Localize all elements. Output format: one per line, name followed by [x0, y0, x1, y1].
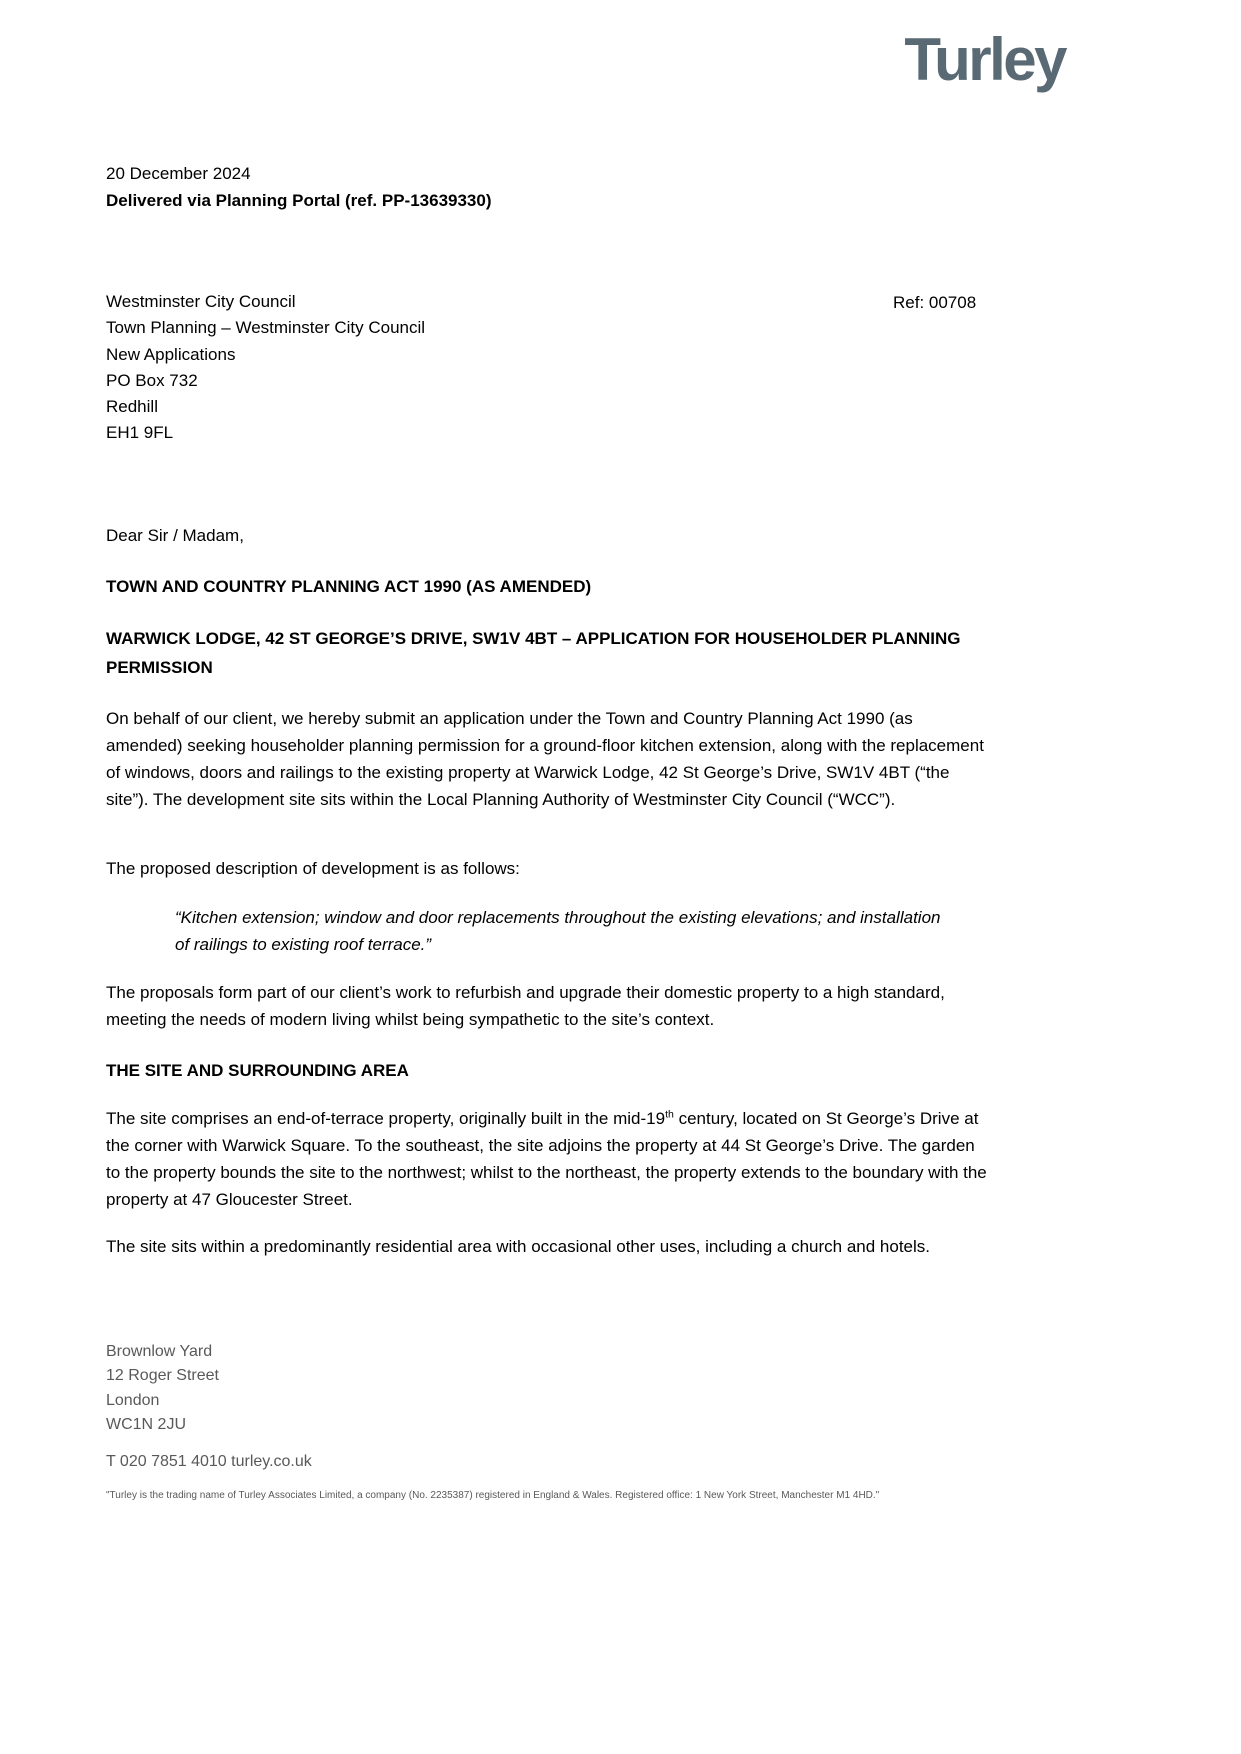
- sender-address-line: 12 Roger Street: [106, 1367, 219, 1385]
- letter-date: 20 December 2024: [106, 164, 251, 183]
- site-desc-before: The site comprises an end-of-terrace property, originally built in the mid-19: [106, 1109, 666, 1128]
- date-block: [106, 160, 492, 214]
- recipient-line: New Applications: [106, 344, 236, 364]
- para-proposals: The proposals form part of our client’s work to refurbish and upgrade their domestic property to a high standard, meeting the needs of modern living whilst being sympathetic to the site’s context.: [106, 983, 945, 1029]
- ordinal-suffix: th: [665, 1108, 674, 1121]
- salutation: Dear Sir / Madam,: [106, 526, 244, 545]
- heading-planning-act: TOWN AND COUNTRY PLANNING ACT 1990 (AS AMENDED): [106, 577, 592, 596]
- para-description-intro: The proposed description of development is as follows:: [106, 859, 520, 878]
- heading-application: WARWICK LODGE, 42 ST GEORGE’S DRIVE, SW1V 4BT – APPLICATION FOR HOUSEHOLDER PLANNING PERMISSION: [106, 629, 961, 677]
- sender-address-line: Brownlow Yard: [106, 1343, 213, 1360]
- sender-address-line: WC1N 2JU: [106, 1415, 187, 1433]
- recipient-line: Town Planning – Westminster City Council: [106, 318, 426, 338]
- disclaimer-text: "Turley is the trading name of Turley Associates Limited, a company (No. 2235387) registered in England & Wales. Registered office: 1 New York Street, Manchester M1 4HD.": [106, 1490, 880, 1501]
- recipient-line: Redhill: [106, 397, 158, 417]
- reference-number: Ref: 00708: [893, 293, 977, 312]
- sender-address-line: London: [106, 1391, 160, 1409]
- development-description-quote: “Kitchen extension; window and door replacements throughout the existing elevations; and installation of railings to existing roof terrace.”: [175, 908, 941, 954]
- recipient-address: [106, 289, 425, 447]
- turley-logo: Turley: [904, 26, 1065, 93]
- recipient-line: Westminster City Council: [106, 292, 296, 311]
- recipient-line: PO Box 732: [106, 370, 198, 390]
- recipient-line: EH1 9FL: [106, 423, 174, 443]
- para-application: On behalf of our client, we hereby submit an application under the Town and Country Planning Act 1990 (as amended) seeking householder planning permission for a ground-floor kitchen extension, along with the replacement of windows, doors and railings to the existing property at Warwick Lodge, 42 St George’s Drive, SW1V 4BT (“the site”). The development site sits within the Local Planning Authority of Westminster City Council (“WCC”).: [106, 709, 984, 809]
- heading-site-area: THE SITE AND SURROUNDING AREA: [106, 1061, 409, 1080]
- para-site-description: [106, 1105, 990, 1213]
- site-desc-after: century, located on St George’s Drive at the corner with Warwick Square. To the southeast, the site adjoins the property at 44 St George’s Drive. The garden to the property bounds the site to the northwest; whilst to the northeast, the property extends to the boundary with the property at 47 Gloucester Street.: [106, 1109, 987, 1209]
- para-site-context: The site sits within a predominantly residential area with occasional other uses, including a church and hotels.: [106, 1237, 931, 1256]
- contact-line: T 020 7851 4010 turley.co.uk: [106, 1453, 312, 1470]
- delivery-method-line: Delivered via Planning Portal (ref. PP-13639330): [106, 191, 492, 210]
- sender-address: [106, 1340, 219, 1437]
